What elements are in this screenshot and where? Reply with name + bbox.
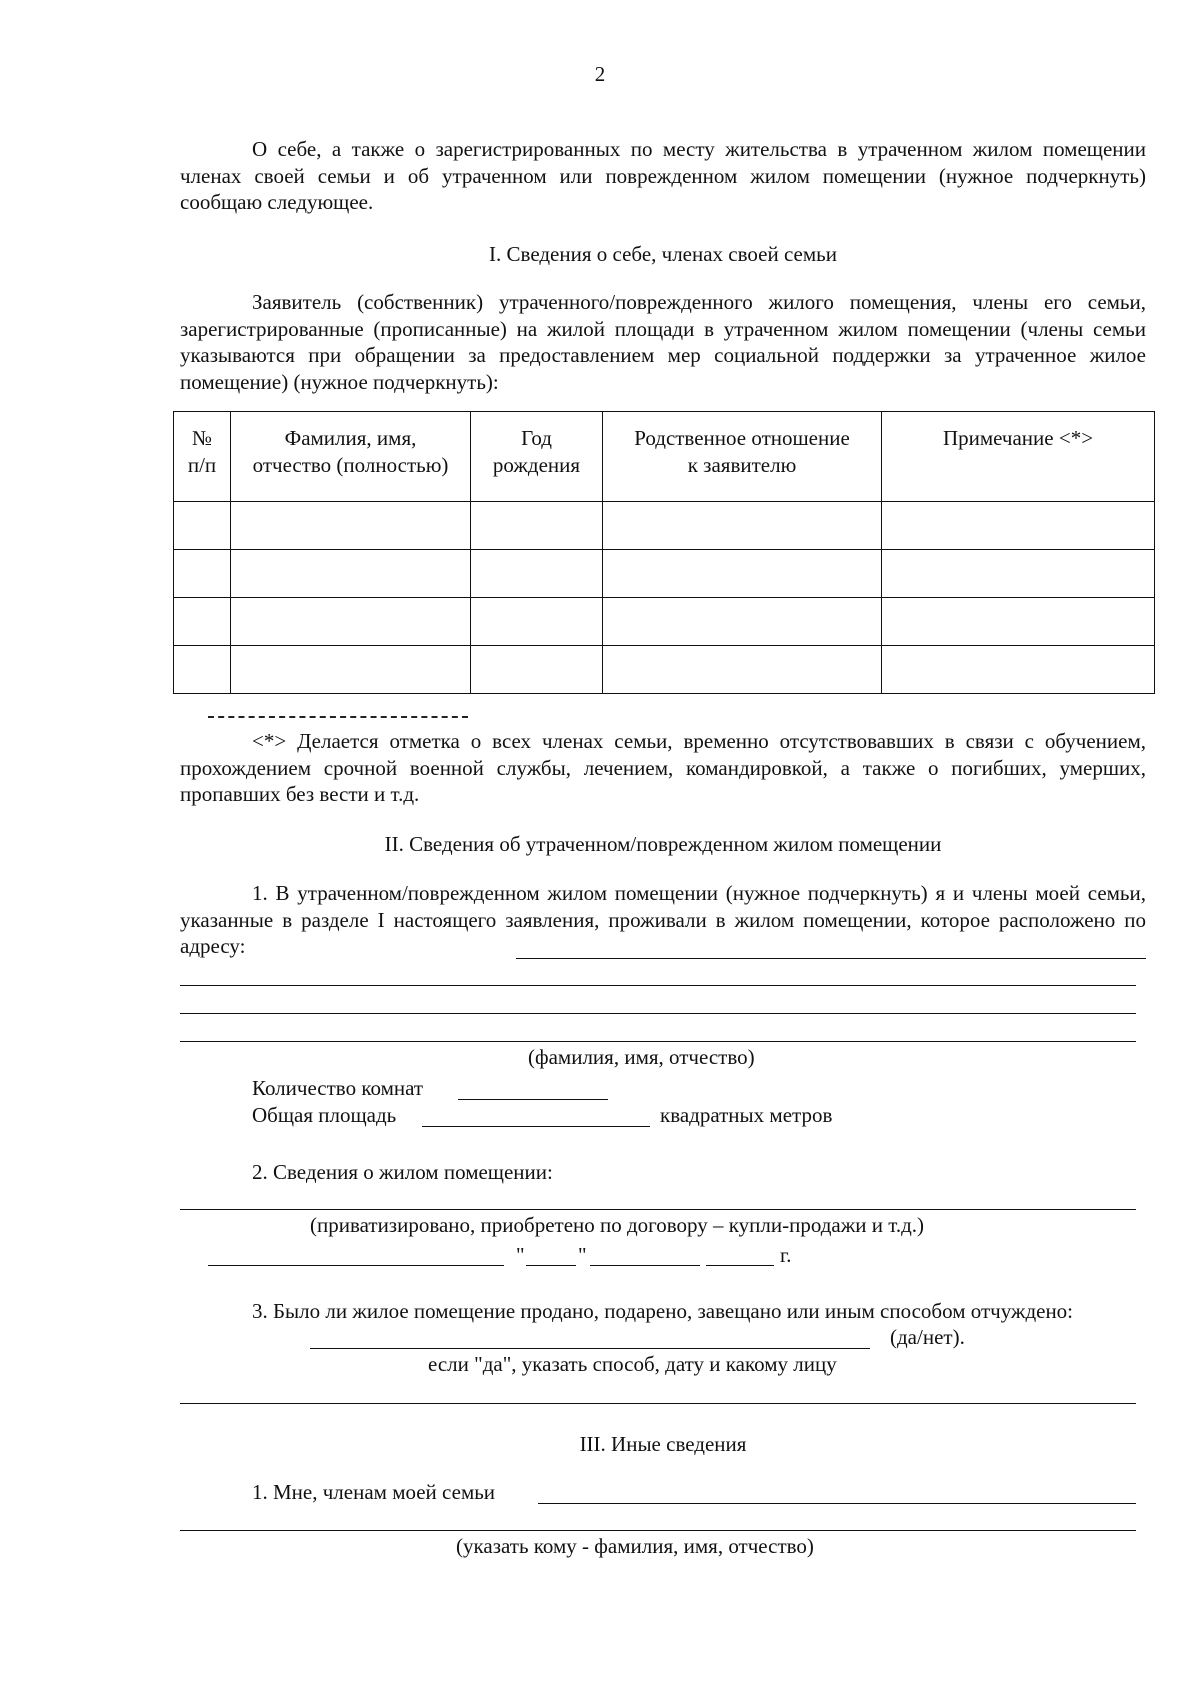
year-suffix: г. xyxy=(780,1243,792,1267)
area-unit: квадратных метров xyxy=(660,1103,833,1127)
table-cell[interactable] xyxy=(603,646,882,694)
caption-if-yes: если "да", указать способ, дату и какому лицу xyxy=(428,1352,837,1376)
table-cell[interactable] xyxy=(882,550,1155,598)
table-cell[interactable] xyxy=(174,598,231,646)
rooms-field[interactable] xyxy=(458,1099,608,1100)
section1-paragraph: Заявитель (собственник) утраченного/поврежденного жилого помещения, члены его семьи, зарегистрированные (прописанные) на жилой площади в утраченном жилом помещении (члены семьи указываются при обращении за предоставлением мер социальной поддержки за утраченное жилое помещение) (нужное подчеркнуть): xyxy=(180,290,1146,394)
property-info-line[interactable] xyxy=(180,1209,1136,1210)
date-quote-close: " xyxy=(578,1243,587,1267)
section2-title: II. Сведения об утраченном/поврежденном жилом помещении xyxy=(384,832,942,856)
table-cell[interactable] xyxy=(603,502,882,550)
table-cell[interactable] xyxy=(882,598,1155,646)
area-row: Общая площадь xyxy=(252,1103,397,1127)
table-cell[interactable] xyxy=(603,550,882,598)
alienation-details-line[interactable] xyxy=(180,1403,1136,1404)
footnote: <*> Делается отметка о всех членах семьи, временно отсутствовавших в связи с обучением, прохождением срочной военной службы, лечением, командировкой, а также о погибших, умерших, пропавших без вести и т.д. xyxy=(180,729,1146,806)
section2-item3: 3. Было ли жилое помещение продано, подарено, завещано или иным способом отчуждено: xyxy=(252,1299,1074,1323)
date-year-field[interactable] xyxy=(706,1265,774,1266)
table-cell[interactable] xyxy=(471,550,603,598)
table-cell[interactable] xyxy=(231,598,471,646)
date-quote-open: " xyxy=(516,1243,525,1267)
table-cell[interactable] xyxy=(471,502,603,550)
recipients-field[interactable] xyxy=(538,1503,1136,1504)
section1-title: I. Сведения о себе, членах своей семьи xyxy=(489,242,837,266)
table-cell[interactable] xyxy=(882,646,1155,694)
intro-paragraph: О себе, а также о зарегистрированных по месту жительства в утраченном жилом помещении членах своей семьи и об утраченном или поврежденном жилом помещении (нужное подчеркнуть) сообщаю следующее. xyxy=(180,137,1146,214)
address-line[interactable] xyxy=(180,985,1136,986)
date-month-field[interactable] xyxy=(590,1265,700,1266)
table-cell[interactable] xyxy=(882,502,1155,550)
header-note: Примечание <*> xyxy=(882,412,1155,502)
table-row xyxy=(174,502,1155,550)
table-cell[interactable] xyxy=(174,502,231,550)
recipients-line[interactable] xyxy=(180,1530,1136,1531)
area-field[interactable] xyxy=(422,1126,650,1127)
table-cell[interactable] xyxy=(603,598,882,646)
table-cell[interactable] xyxy=(174,646,231,694)
table-cell[interactable] xyxy=(174,550,231,598)
alienation-field[interactable] xyxy=(310,1348,870,1349)
yes-no-label: (да/нет). xyxy=(890,1325,965,1349)
address-line[interactable] xyxy=(180,1041,1136,1042)
table-row xyxy=(174,598,1155,646)
header-relationship: Родственное отношение к заявителю xyxy=(603,412,882,502)
address-line[interactable] xyxy=(516,958,1146,959)
caption-privatized: (приватизировано, приобретено по договору – купли-продажи и т.д.) xyxy=(310,1213,925,1237)
section2-item2: 2. Сведения о жилом помещении: xyxy=(252,1160,553,1184)
table-cell[interactable] xyxy=(471,646,603,694)
section3-title: III. Иные сведения xyxy=(579,1432,747,1456)
table-row xyxy=(174,550,1155,598)
section3-item1: 1. Мне, членам моей семьи xyxy=(252,1480,496,1504)
date-day-field[interactable] xyxy=(526,1265,576,1266)
table-cell[interactable] xyxy=(231,550,471,598)
section2-item1: 1. В утраченном/поврежденном жилом помещении (нужное подчеркнуть) я и члены моей семьи, указанные в разделе I настоящего заявления, проживали в жилом помещении, которое расположено по адресу: xyxy=(180,881,1146,958)
table-cell[interactable] xyxy=(231,502,471,550)
family-members-table xyxy=(173,411,1155,694)
page-number: 2 xyxy=(594,62,606,86)
table-cell[interactable] xyxy=(471,598,603,646)
table-row xyxy=(174,646,1155,694)
table-header-row xyxy=(174,412,1155,502)
caption-whom: (указать кому - фамилия, имя, отчество) xyxy=(456,1534,814,1558)
header-number: № п/п xyxy=(174,412,231,502)
header-full-name: Фамилия, имя, отчество (полностью) xyxy=(231,412,471,502)
rooms-row: Количество комнат xyxy=(252,1076,424,1100)
table-cell[interactable] xyxy=(231,646,471,694)
header-birth-year: Год рождения xyxy=(471,412,603,502)
address-line[interactable] xyxy=(180,1013,1136,1014)
document-field[interactable] xyxy=(208,1265,504,1266)
caption-fio: (фамилия, имя, отчество) xyxy=(528,1045,755,1069)
footnote-separator xyxy=(208,716,468,718)
